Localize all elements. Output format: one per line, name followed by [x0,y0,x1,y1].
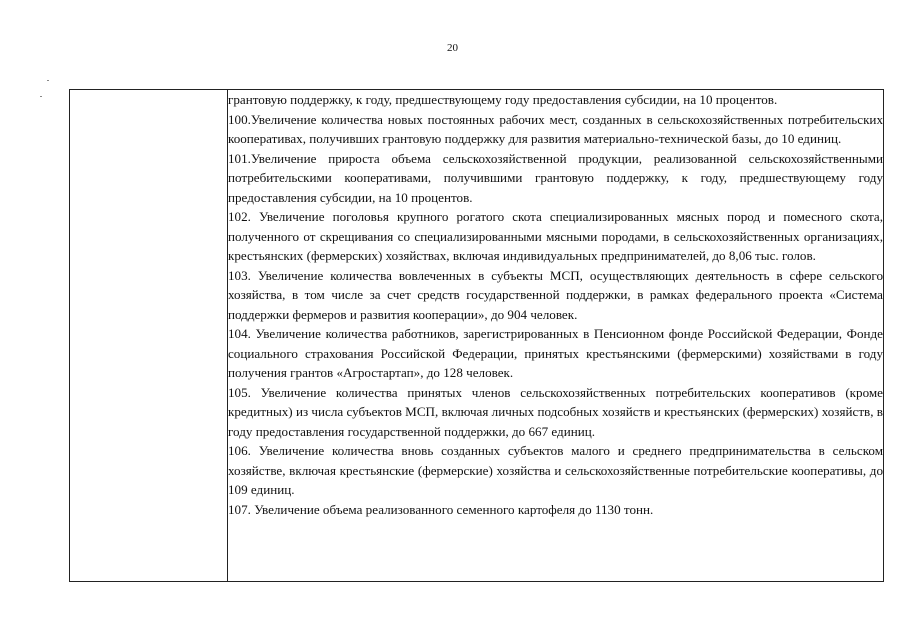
paragraph: 105. Увеличение количества принятых членов сельскохозяйственных потребительских кооперативов (кроме кредитных) из числа субъектов МСП, включая личных подсобных хозяйств и крестьянских (фермерских) хозяйств, в году предоставления государственной поддержки, до 667 единиц. [228,384,883,439]
paragraph: 107. Увеличение объема реализованного семенного картофеля до 1130 тонн. [228,501,654,517]
paragraph: 101.Увеличение прироста объема сельскохозяйственной продукции, реализованной сельскохозяйственными потребительскими кооперативами, получившими грантовую поддержку, к году, предшествующему году предоставления субсидии, на 10 процентов. [228,150,883,205]
page-number: 20 [447,42,458,54]
table-cell-empty [70,90,228,582]
paragraph: 104. Увеличение количества работников, зарегистрированных в Пенсионном фонде Российской Федерации, Фонде социального страхования Российской Федерации, принятых крестьянскими (фермерскими) хозяйствами в году получения грантов «Агростартап», до 128 человек. [228,326,883,380]
scan-speck [47,80,49,81]
paragraph: 102. Увеличение поголовья крупного рогатого скота специализированных мясных пород и помесного скота, полученного от скрещивания со специализированными мясными породами, в сельскохозяйственных организациях, крестьянских (фермерских) хозяйствах, включая индивидуальных предпринимателей, до 8,06 тыс. голов. [228,209,883,263]
table-row [70,90,884,582]
table-cell-text [228,90,884,582]
paragraph: 100.Увеличение количества новых постоянных рабочих мест, созданных в сельскохозяйственных потребительских кооперативах, получивших грантовую поддержку для развития материально-технической базы, до 10 единиц. [228,111,883,146]
paragraph: 106. Увеличение количества вновь созданных субъектов малого и среднего предпринимательства в сельском хозяйстве, включая крестьянские (фермерские) хозяйства и сельскохозяйственные потребительские кооперативы, до 109 единиц. [228,443,883,497]
paragraph: грантовую поддержку, к году, предшествующему году предоставления субсидии, на 10 процентов. [228,92,778,107]
paragraph: 103. Увеличение количества вовлеченных в субъекты МСП, осуществляющих деятельность в сфере сельского хозяйства, в том числе за счет средств государственной поддержки, в рамках федерального проекта «Система поддержки фермеров и развития кооперации», до 904 человек. [228,267,883,322]
content-table [69,89,884,582]
scan-speck [40,96,42,97]
